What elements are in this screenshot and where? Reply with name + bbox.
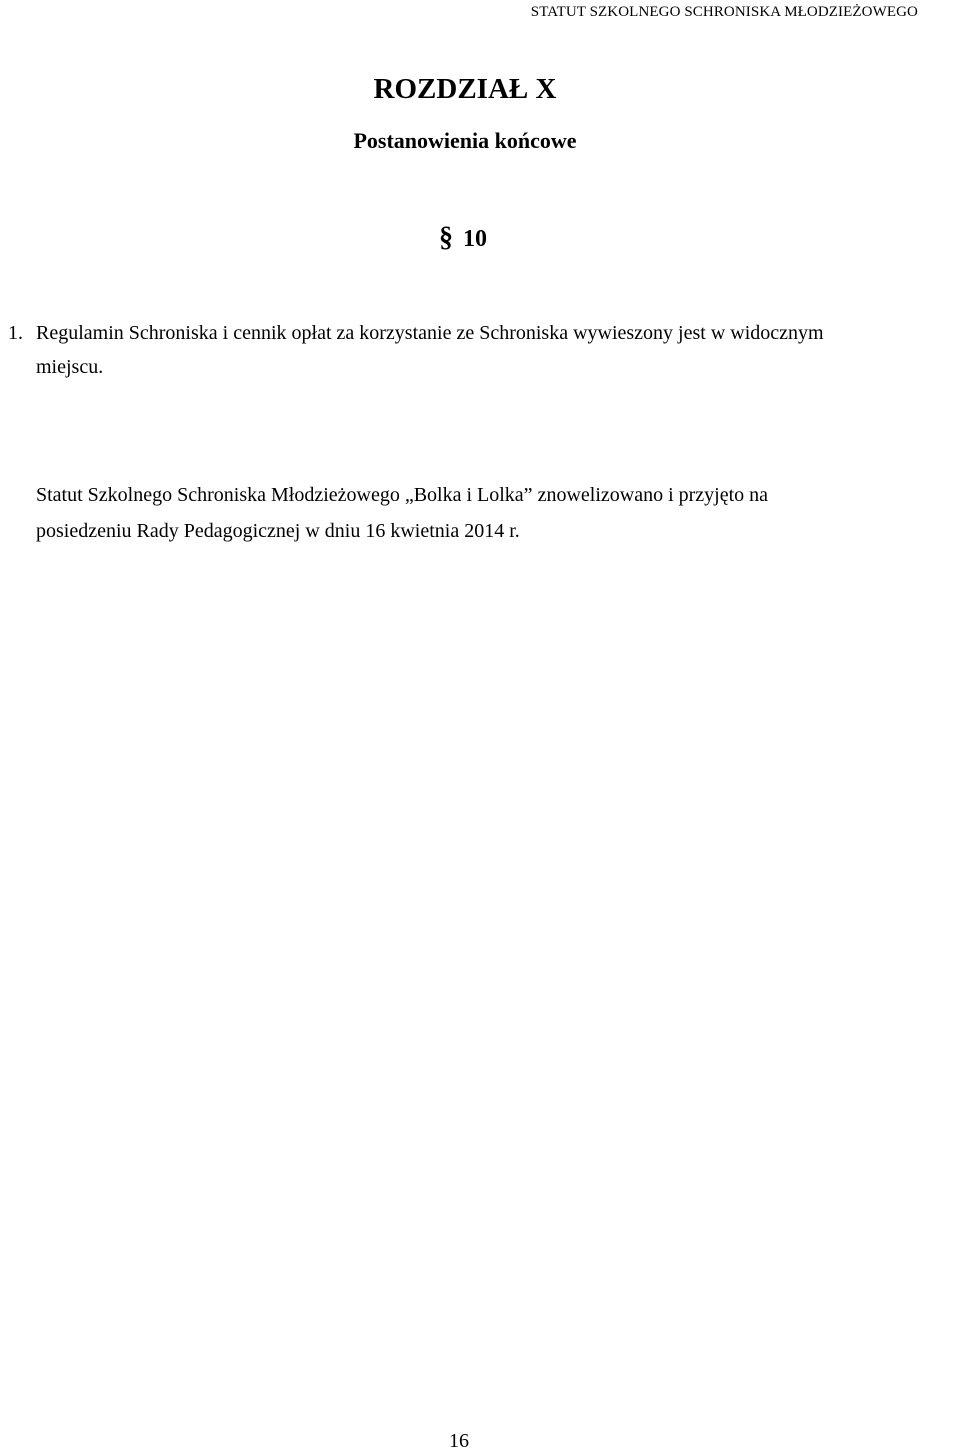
section-symbol: § [439, 222, 453, 253]
list-item-number: 1. [8, 322, 23, 344]
closing-line2: posiedzeniu Rady Pedagogicznej w dniu 16 kwietnia 2014 r. [36, 520, 520, 542]
closing-line1: Statut Szkolnego Schroniska Młodzieżowego „Bolka i Lolka” znowelizowano i przyjęto na [36, 484, 769, 506]
section-number: 10 [463, 226, 487, 252]
list-item-text-line1: Regulamin Schroniska i cennik opłat za korzystanie ze Schroniska wywieszony jest w widocznym [36, 322, 824, 344]
page-number: 16 [449, 1430, 469, 1452]
chapter-title: ROZDZIAŁ X [373, 73, 557, 105]
running-header: STATUT SZKOLNEGO SCHRONISKA MŁODZIEŻOWEGO [530, 4, 918, 20]
chapter-subtitle: Postanowienia końcowe [353, 128, 577, 153]
closing-statement [36, 477, 956, 549]
list-item [8, 316, 953, 384]
section-heading [439, 222, 487, 254]
list-item-text-line2: miejscu. [36, 356, 104, 378]
